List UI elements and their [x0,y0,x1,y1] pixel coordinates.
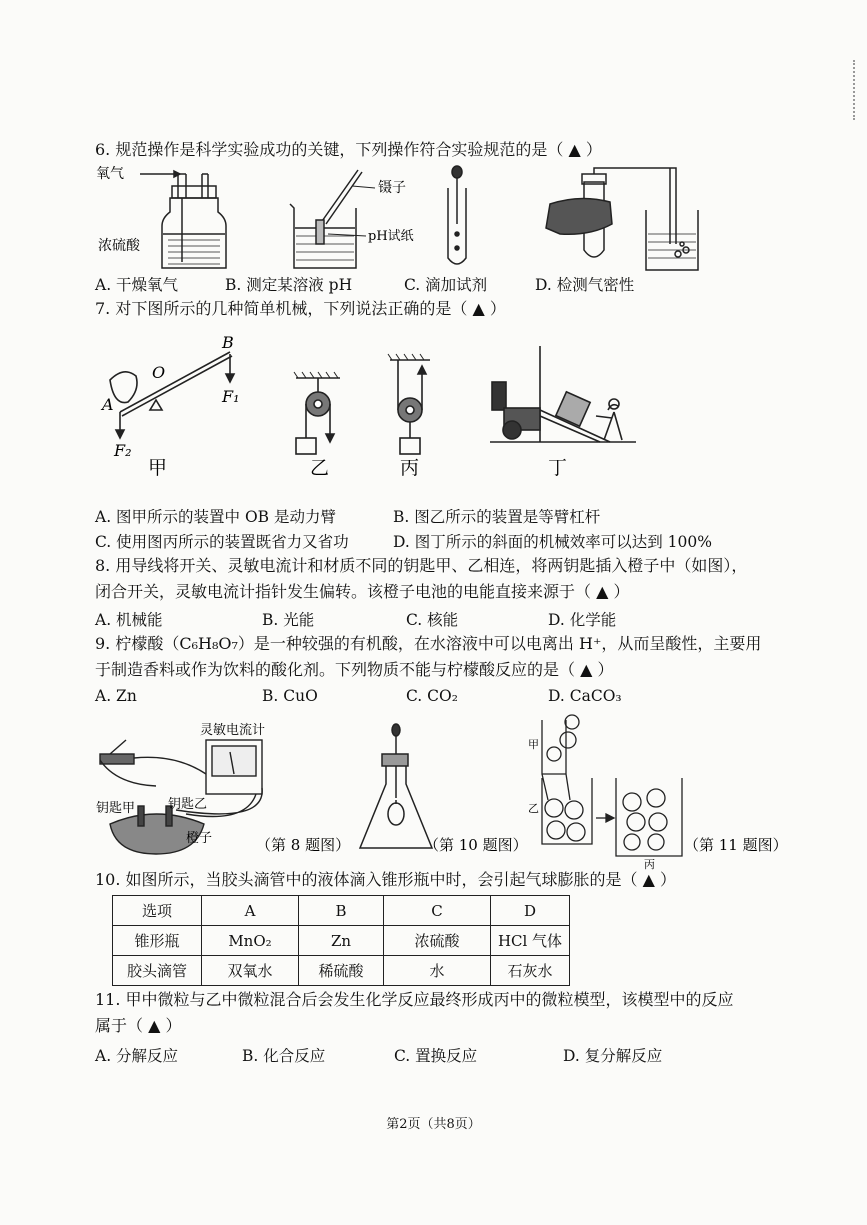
question-11-line-2: 属于（ ▲ ） [95,1016,182,1035]
question-10-stem: 10. 如图所示，当胶头滴管中的液体滴入锥形瓶中时，会引起气球膨胀的是（ ▲ ） [95,870,677,889]
table-cell: MnO₂ [202,926,299,956]
table-cell: B [299,896,384,926]
q8-option-c: C. 核能 [406,611,459,629]
q10-table [112,895,570,986]
q11-option-a: A. 分解反应 [95,1047,179,1065]
table-row [113,926,570,956]
question-11-line-1: 11. 甲中微粒与乙中微粒混合后会发生化学反应最终形成丙中的微粒模型，该模型中的反应 [95,990,734,1009]
question-7-stem: 7. 对下图所示的几种简单机械，下列说法正确的是（ ▲ ） [95,299,506,318]
label-jia: 甲 [148,457,168,479]
fig8-caption: （第 8 题图） [256,836,351,854]
table-row [113,896,570,926]
conical-flask-figure [360,724,432,848]
fig11-caption: （第 11 题图） [684,836,788,854]
figure-row [96,714,788,871]
label-b: B [222,333,234,352]
q8-option-a: A. 机械能 [95,611,163,629]
table-cell: 浓硫酸 [384,926,491,956]
tweezers-label: 镊子 [378,180,406,196]
q6-option-b: B. 测定某溶液 pH [225,276,353,294]
gas-washing-bottle-figure [140,171,226,268]
label-bing: 丙 [400,457,420,479]
q11-option-d: D. 复分解反应 [563,1047,663,1065]
test-tube-dropper-figure [448,166,466,264]
fixed-pulley-figure [294,372,340,454]
ph-paper-label: pH试纸 [368,229,414,244]
orange-label: 橙子 [186,831,213,846]
airtightness-figure [546,168,698,270]
q11-option-c: C. 置换反应 [394,1047,478,1065]
q9-option-b: B. CuO [262,687,318,705]
q6-option-d: D. 检测气密性 [535,276,635,294]
q9-option-d: D. CaCO₃ [548,687,622,705]
q6-option-a: A. 干燥氧气 [95,276,179,294]
question-6-stem: 6. 规范操作是科学实验成功的关键，下列操作符合实验规范的是（ ▲ ） [95,140,602,159]
table-cell: 胶头滴管 [113,956,202,986]
table-cell: 水 [384,956,491,986]
table-cell: 选项 [113,896,202,926]
beaker-ph-figure [290,170,362,268]
label-yi: 乙 [310,457,330,479]
particle-model-figure [542,715,682,856]
q7-figures [100,330,660,490]
fig11-bing-label: 丙 [644,858,655,871]
label-o: O [152,363,166,382]
label-f2: F₂ [114,441,132,460]
meter-label: 灵敏电流计 [200,723,266,738]
fig11-yi-label: 乙 [528,802,539,815]
page-footer: 第2页（共8页） [386,1117,481,1132]
q7-option-a: A. 图甲所示的装置中 OB 是动力臂 [95,508,337,526]
label-a: A [102,395,114,414]
table-cell: D [491,896,570,926]
oxygen-label: 氧气 [96,166,124,182]
q7-option-c: C. 使用图丙所示的装置既省力又省功 [95,533,349,551]
question-8-line-1: 8. 用导线将开关、灵敏电流计和材质不同的钥匙甲、乙相连，将两钥匙插入橙子中（如图）， [95,556,748,575]
table-cell: Zn [299,926,384,956]
table-cell: HCl 气体 [491,926,570,956]
key-jia-label: 钥匙甲 [96,801,136,816]
table-cell: 锥形瓶 [113,926,202,956]
table-cell: 石灰水 [491,956,570,986]
question-8-line-2: 闭合开关，灵敏电流计指针发生偏转。该橙子电池的电能直接来源于（ ▲ ） [95,582,630,601]
fig10-caption: （第 10 题图） [424,836,528,854]
table-cell: 稀硫酸 [299,956,384,986]
table-cell: 双氧水 [202,956,299,986]
fig11-jia-label: 甲 [528,738,539,751]
lever-figure [110,352,234,438]
q6-figures [90,164,810,274]
label-f1: F₁ [222,387,240,406]
scan-edge-mark [853,60,863,120]
table-cell: C [384,896,491,926]
q9-option-c: C. CO₂ [406,687,458,705]
q8-option-b: B. 光能 [262,611,315,629]
q8-option-d: D. 化学能 [548,611,617,629]
table-row [113,956,570,986]
key-yi-label: 钥匙乙 [168,797,208,812]
q7-option-b: B. 图乙所示的装置是等臂杠杆 [393,508,601,526]
q11-option-b: B. 化合反应 [242,1047,326,1065]
table-cell: A [202,896,299,926]
movable-pulley-figure [388,354,430,454]
q9-option-a: A. Zn [95,687,137,705]
sulfuric-acid-label: 浓硫酸 [98,238,140,254]
q7-option-d: D. 图丁所示的斜面的机械效率可以达到 100% [393,533,712,551]
label-ding: 丁 [548,457,568,479]
q6-option-c: C. 滴加试剂 [404,276,488,294]
inclined-plane-figure [490,346,636,442]
question-9-line-1: 9. 柠檬酸（C₆H₈O₇）是一种较强的有机酸，在水溶液中可以电离出 H⁺，从而呈酸性，主要用 [95,634,762,653]
question-9-line-2: 于制造香料或作为饮料的酸化剂。下列物质不能与柠檬酸反应的是（ ▲ ） [95,660,614,679]
